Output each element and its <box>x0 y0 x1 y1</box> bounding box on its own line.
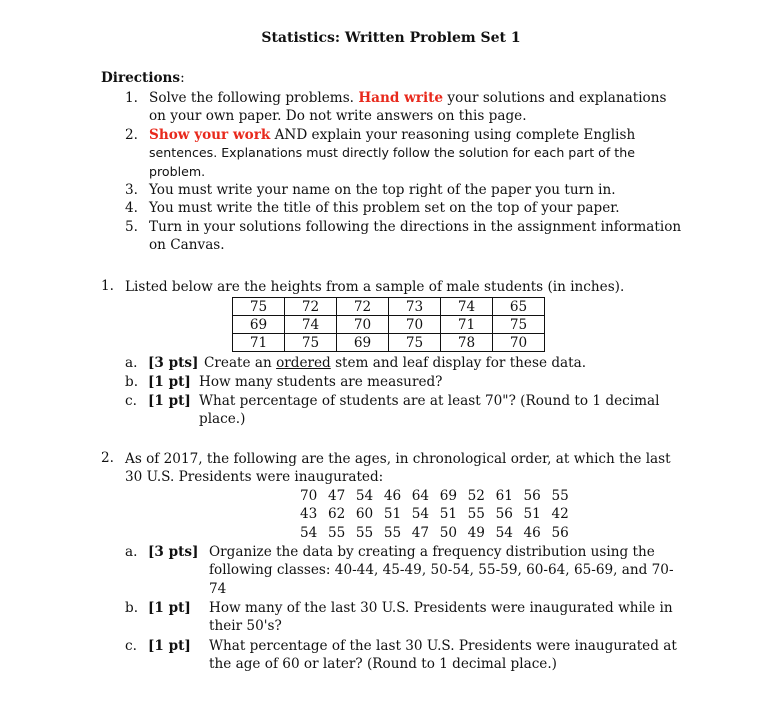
part-text <box>209 637 679 674</box>
part-text-line3: 74 <box>209 580 227 597</box>
part-letter: c. <box>125 638 137 654</box>
part-text <box>204 354 586 372</box>
part-text <box>199 392 679 429</box>
directions-list <box>101 89 701 255</box>
part-text-line1: Organize the data by creating a frequency distribution using the <box>209 544 655 560</box>
part-letter: b. <box>125 600 139 616</box>
table-cell: 65 <box>493 298 545 316</box>
table-row <box>233 334 545 352</box>
table-row <box>233 298 545 316</box>
table-cell: 72 <box>285 298 337 316</box>
table-cell: 75 <box>285 334 337 352</box>
direction-text: on your own paper. Do not write answers on this page. <box>149 108 527 125</box>
part-text <box>209 599 679 636</box>
direction-text: on Canvas. <box>149 237 225 254</box>
part-text-line1: What percentage of students are at least 70"? (Round to 1 decimal <box>199 393 660 409</box>
directions-colon: : <box>180 70 185 86</box>
directions-heading <box>101 70 185 86</box>
part-points: [1 pt] <box>148 638 191 654</box>
direction-text: your solutions and explanations <box>443 90 667 106</box>
table-cell: 75 <box>233 298 285 316</box>
problem-number: 2. <box>101 450 114 466</box>
direction-text: Solve the following problems. <box>149 90 359 106</box>
direction-number: 2. <box>125 126 138 143</box>
direction-number: 3. <box>125 182 138 199</box>
problem-text <box>101 450 701 487</box>
ages-row: 70 47 54 46 64 69 52 61 56 55 <box>300 488 569 504</box>
table-cell: 72 <box>337 298 389 316</box>
table-cell: 75 <box>389 334 441 352</box>
direction-item-2 <box>101 126 701 181</box>
direction-number: 4. <box>125 200 138 217</box>
direction-item-3 <box>101 181 701 199</box>
table-cell: 70 <box>493 334 545 352</box>
part-text-underlined: ordered <box>276 355 331 371</box>
table-cell: 70 <box>389 316 441 334</box>
part-text-line2: place.) <box>199 411 246 428</box>
part-text-pre: Create an <box>204 355 277 371</box>
direction-item-5 <box>101 218 701 255</box>
table-cell: 78 <box>441 334 493 352</box>
part-text-post: stem and leaf display for these data. <box>330 355 587 371</box>
part-points: [1 pt] <box>148 600 191 616</box>
table-cell: 73 <box>389 298 441 316</box>
directions-heading-text: Directions <box>101 70 181 86</box>
part-text-line1: How many of the last 30 U.S. Presidents were inaugurated while in <box>209 600 673 616</box>
direction-number: 5. <box>125 218 138 235</box>
problem-number: 1. <box>101 278 114 294</box>
direction-number: 1. <box>125 90 138 106</box>
ages-data <box>300 487 569 542</box>
direction-text: sentences. Explanations must directly follow the solution for each part of the <box>149 145 635 161</box>
table-cell: 69 <box>233 316 285 334</box>
part-letter: a. <box>125 544 138 560</box>
part-letter: b. <box>125 374 139 390</box>
part-text <box>209 543 679 598</box>
direction-item-1 <box>101 89 701 126</box>
direction-item-4 <box>101 199 701 217</box>
part-text-line2: the age of 60 or later? (Round to 1 decimal place.) <box>209 656 557 673</box>
ages-row: 43 62 60 51 54 51 55 56 51 42 <box>300 506 569 523</box>
problem-text: Listed below are the heights from a sample of male students (in inches). <box>125 279 625 295</box>
table-row <box>233 316 545 334</box>
table-cell: 71 <box>441 316 493 334</box>
part-text-line1: What percentage of the last 30 U.S. Presidents were inaugurated at <box>209 638 677 654</box>
problem-text-line1: As of 2017, the following are the ages, in chronological order, at which the last <box>125 451 671 467</box>
table-cell: 70 <box>337 316 389 334</box>
table-cell: 74 <box>285 316 337 334</box>
table-cell: 69 <box>337 334 389 352</box>
direction-text: problem. <box>149 163 206 179</box>
direction-text: Turn in your solutions following the directions in the assignment information <box>149 218 682 235</box>
direction-text: You must write the title of this problem set on the top of your paper. <box>149 200 620 217</box>
table-cell: 71 <box>233 334 285 352</box>
part-points: [1 pt] <box>148 374 191 390</box>
table-cell: 74 <box>441 298 493 316</box>
direction-highlight: Hand write <box>358 90 444 106</box>
direction-text: You must write your name on the top right of the paper you turn in. <box>149 182 616 199</box>
part-letter: c. <box>125 393 137 409</box>
part-text: How many students are measured? <box>199 374 443 390</box>
problem-text-line2: 30 U.S. Presidents were inaugurated: <box>125 469 384 486</box>
part-text-line2: their 50's? <box>209 618 282 635</box>
problem-2 <box>101 450 701 487</box>
table-cell: 75 <box>493 316 545 334</box>
part-points: [1 pt] <box>148 393 191 409</box>
problem-1 <box>101 278 701 296</box>
page-title: Statistics: Written Problem Set 1 <box>261 30 521 46</box>
part-points: [3 pts] <box>148 355 199 371</box>
part-points: [3 pts] <box>148 544 199 560</box>
part-letter: a. <box>125 355 138 371</box>
part-text-line2: following classes: 40-44, 45-49, 50-54, 55-59, 60-64, 65-69, and 70- <box>209 562 674 579</box>
direction-text: AND explain your reasoning using complete English <box>270 126 636 143</box>
ages-row: 54 55 55 55 47 50 49 54 46 56 <box>300 524 569 541</box>
direction-highlight: Show your work <box>149 126 271 143</box>
heights-table <box>232 297 545 352</box>
